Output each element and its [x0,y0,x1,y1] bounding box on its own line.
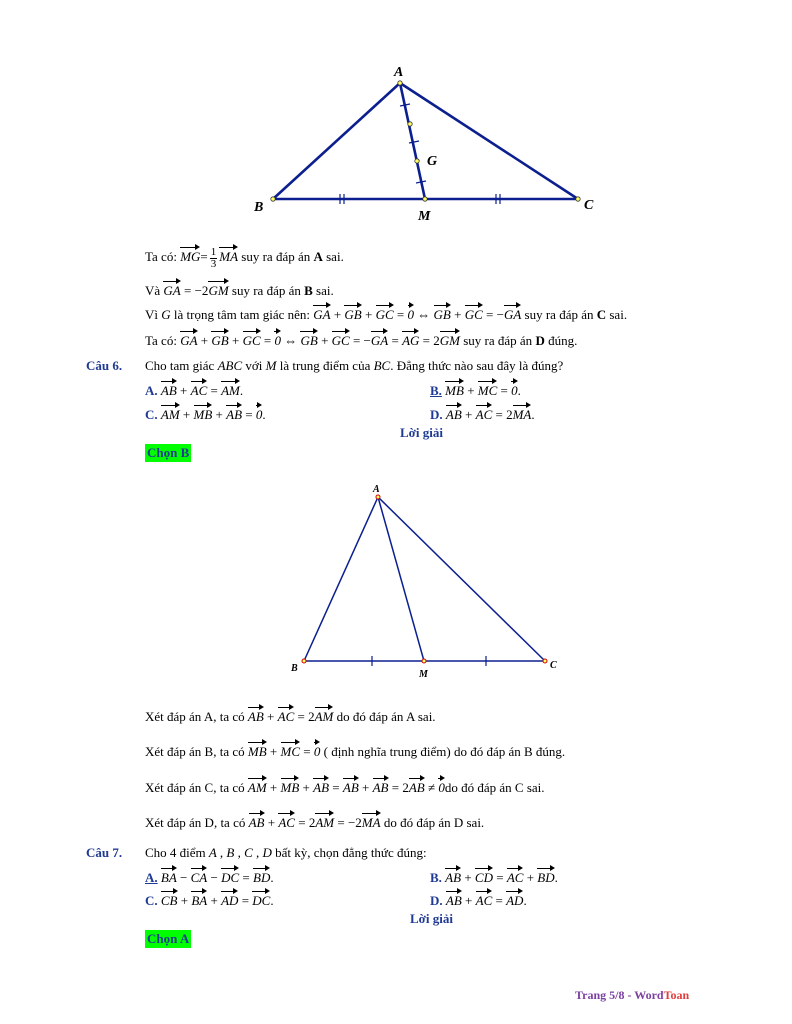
question6-option-c[interactable]: C. AM + MB + AB = 0. [145,404,266,423]
label-m: M [419,669,428,680]
point-a [376,495,380,499]
label-g: G [427,154,438,169]
side-ac [400,83,578,199]
footer-brand-toan: Toan [663,988,690,1002]
solution6-line-b: Xét đáp án B, ta có MB + MC = 0 ( định nghĩa trung điểm) do đó đáp án B đúng. [145,741,565,760]
label-b: B [291,663,298,674]
question7-label: Câu 7. [86,845,123,860]
point-b [302,659,306,663]
label-m: M [418,209,431,224]
point-g [415,159,419,163]
solution5-line3: Vì G là trọng tâm tam giác nên: GA + GB + GC = 0 ⇔ GB + GC = −GA suy ra đáp án C sai. [145,304,627,323]
label-a: A [373,484,380,495]
question7-option-d[interactable]: D. AB + AC = AD. [430,890,527,909]
point-m [422,659,426,663]
question7-stem: Cho 4 điểm A , B , C , D bất kỳ, chọn đẳng thức đúng: [145,845,427,860]
solution5-line4: Ta có: GA + GB + GC = 0 ⇔ GB + GC = −GA = AG = 2GM suy ra đáp án D đúng. [145,330,577,349]
footer-page-number: 5/8 [609,988,625,1002]
side-ac [378,497,545,661]
solution6-line-c: Xét đáp án C, ta có AM + MB + AB = AB + AB = 2AB ≠ 0do đó đáp án C sai. [145,777,545,796]
question6-solution-heading: Lời giải [400,425,443,440]
question7-answer: Chọn A [147,931,190,946]
point-c [576,197,580,201]
question7-option-a[interactable]: A. BA − CA − DC = BD. [145,867,274,886]
point-a [398,81,402,85]
solution6-line-a: Xét đáp án A, ta có AB + AC = 2AM do đó đáp án A sai. [145,706,436,725]
side-ab [273,83,400,199]
footer-brand-word: Word [634,988,664,1002]
question6-answer: Chọn B [147,445,190,460]
solution6-line-d: Xét đáp án D, ta có AB + AC = 2AM = −2MA do đó đáp án D sai. [145,812,484,831]
question7-option-b[interactable]: B. AB + CD = AC + BD. [430,867,558,886]
label-b: B [254,200,264,215]
question6-stem: Cho tam giác ABC với M là trung điểm của BC. Đẳng thức nào sau đây là đúng? [145,358,564,373]
point-b [271,197,275,201]
page-footer: Trang 5/8 - WordToan [575,988,690,1002]
label-c: C [550,660,557,671]
figure-triangle-median [280,478,570,683]
point-c [543,659,547,663]
figure-triangle-centroid [240,60,610,230]
label-c: C [584,198,594,213]
question6-label: Câu 6. [86,358,123,373]
solution5-line1: Ta có: MG= $\frac{1}{3}$ MA suy ra đáp án A sai. [145,245,344,270]
solution5-line2: Và GA = −2GM suy ra đáp án B sai. [145,280,334,299]
question6-option-b[interactable]: B. MB + MC = 0. [430,380,521,399]
median-am [378,497,424,661]
question7-solution-heading: Lời giải [410,911,453,926]
question7-option-c[interactable]: C. CB + BA + AD = DC. [145,890,274,909]
point-m [423,197,427,201]
question6-option-a[interactable]: A. AB + AC = AM. [145,380,243,399]
label-a: A [394,65,404,80]
side-ab [304,497,378,661]
question6-option-d[interactable]: D. AB + AC = 2MA. [430,404,535,423]
footer-trang: Trang [575,988,607,1002]
